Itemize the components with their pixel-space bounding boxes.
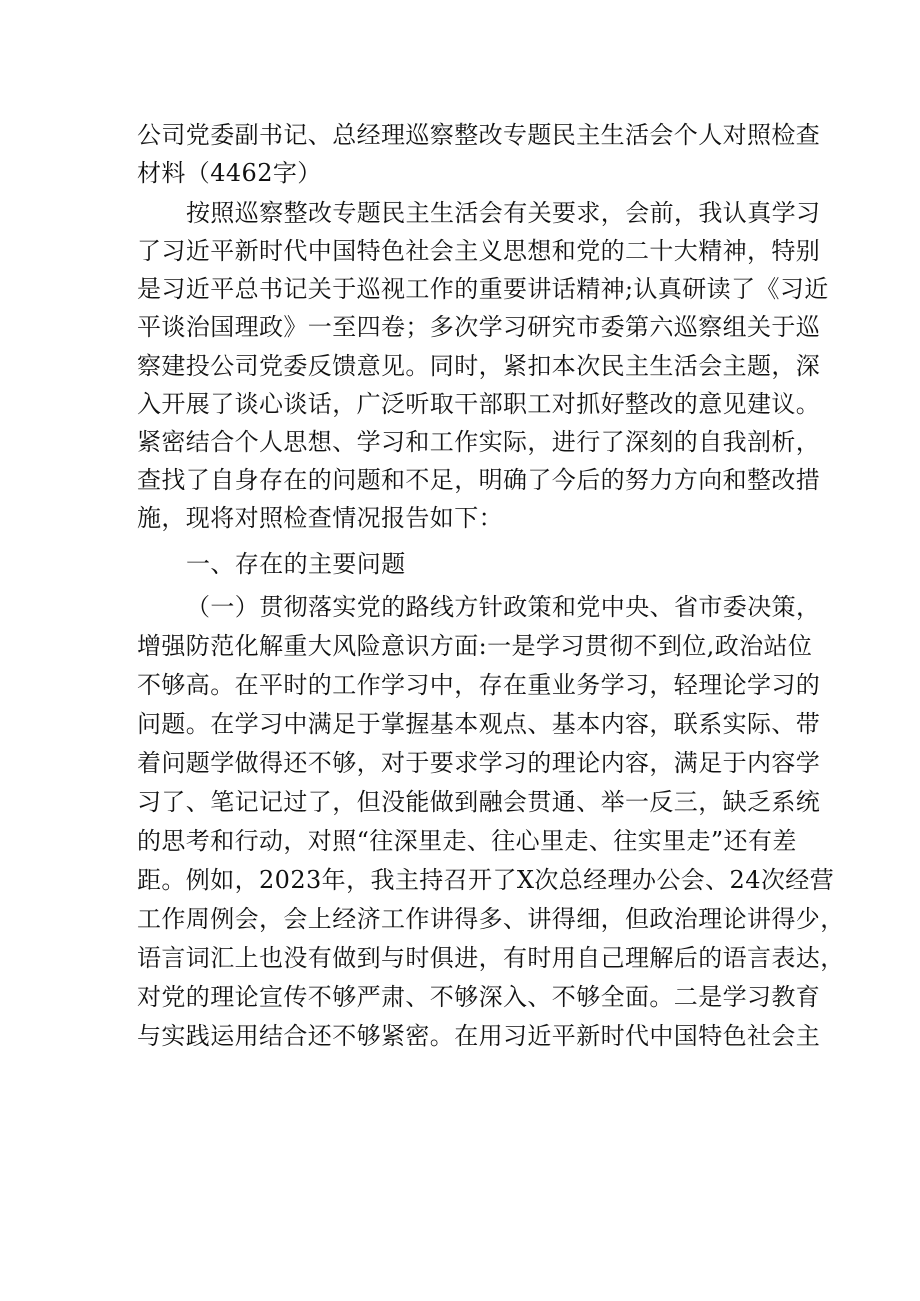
intro-paragraph-line: 察建投公司党委反馈意见。同时，紧扣本次民主生活会主题，深: [137, 352, 821, 380]
section-paragraph-line: 习了、笔记记过了，但没能做到融会贯通、举一反三，缺乏系统: [137, 788, 821, 816]
intro-paragraph-line: 按照巡察整改专题民主生活会有关要求，会前，我认真学习: [186, 199, 821, 227]
intro-paragraph-line: 查找了自身存在的问题和不足，明确了今后的努力方向和整改措: [137, 466, 821, 494]
intro-paragraph-line: 紧密结合个人思想、学习和工作实际，进行了深刻的自我剖析，: [137, 428, 821, 456]
section-paragraph-line: 对党的理论宣传不够严肃、不够深入、不够全面。二是学习教育: [137, 983, 821, 1011]
section-heading: 一、存在的主要问题: [186, 550, 406, 578]
intro-paragraph-line: 是习近平总书记关于巡视工作的重要讲话精神;认真研读了《习近: [137, 275, 829, 303]
intro-paragraph-line: 入开展了谈心谈话，广泛听取干部职工对抓好整改的意见建议。: [137, 390, 821, 418]
section-paragraph-line: 与实践运用结合还不够紧密。在用习近平新时代中国特色社会主: [137, 1022, 821, 1050]
section-paragraph-line: 语言词汇上也没有做到与时俱进，有时用自己理解后的语言表达，: [137, 944, 845, 972]
intro-paragraph-line: 平谈治国理政》一至四卷；多次学习研究市委第六巡察组关于巡: [137, 313, 821, 341]
section-paragraph-line: 增强防范化解重大风险意识方面:一是学习贯彻不到位,政治站位: [137, 632, 813, 660]
section-paragraph-line: 问题。在学习中满足于掌握基本观点、基本内容，联系实际、带: [137, 710, 821, 738]
section-paragraph-line: 距。例如，2023年，我主持召开了X次总经理办公会、24次经营: [137, 866, 835, 894]
document-title-line-2: 材料（4462字）: [137, 159, 322, 187]
section-paragraph-line: 不够高。在平时的工作学习中，存在重业务学习，轻理论学习的: [137, 671, 821, 699]
document-title-line-1: 公司党委副书记、总经理巡察整改专题民主生活会个人对照检查: [137, 121, 821, 149]
section-paragraph-line: 工作周例会，会上经济工作讲得多、讲得细，但政治理论讲得少，: [137, 905, 845, 933]
section-paragraph-line: 的思考和行动，对照“往深里走、往心里走、往实里走”还有差: [137, 827, 797, 855]
intro-paragraph-line: 了习近平新时代中国特色社会主义思想和党的二十大精神，特别: [137, 237, 821, 265]
intro-paragraph-line: 施，现将对照检查情况报告如下：: [137, 504, 503, 532]
section-paragraph-line: 着问题学做得还不够，对于要求学习的理论内容，满足于内容学: [137, 749, 821, 777]
section-paragraph-line: （一）贯彻落实党的路线方针政策和党中央、省市委决策，: [186, 593, 821, 621]
